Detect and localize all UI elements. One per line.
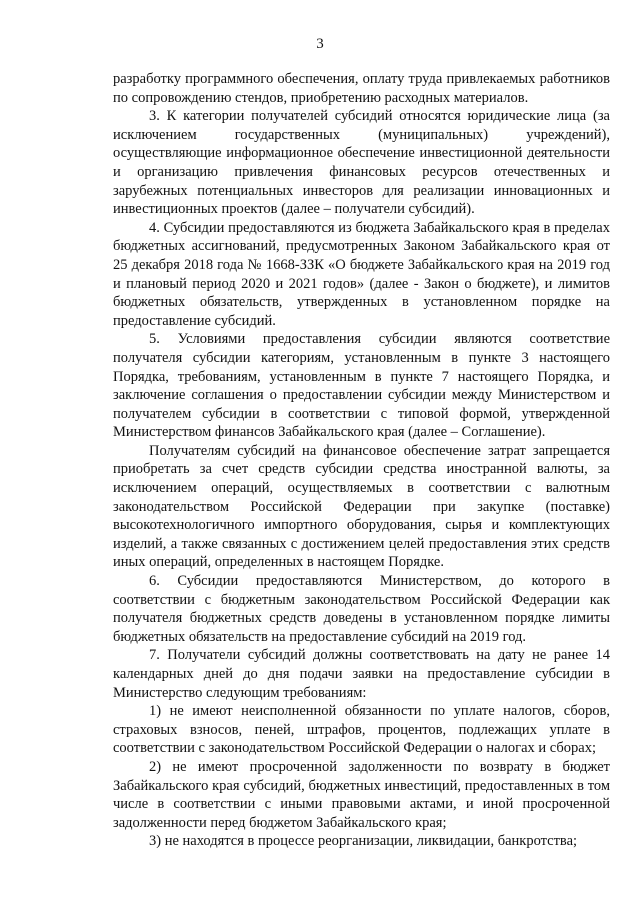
paragraph-continuation: разработку программного обеспечения, оплату труда привлекаемых работников по сопровождению стендов, приобретению расходных материалов. xyxy=(113,71,610,106)
document-body xyxy=(113,70,610,851)
list-item-requirement-2: 2) не имеют просроченной задолженности по возврату в бюджет Забайкальского края субсидий, бюджетных инвестиций, предоставленных в том числе в соответствии с иными правовыми актами, и иной просроченной задолженности перед бюджетом Забайкальского края; xyxy=(113,758,610,831)
page-number: 3 xyxy=(316,36,324,52)
list-item-requirement-3: 3) не находятся в процессе реорганизации, ликвидации, банкротства; xyxy=(149,833,578,850)
paragraph-clause-7: 7. Получатели субсидий должны соответствовать на дату не ранее 14 календарных дней до дня подачи заявки на предоставление субсидии в Министерство следующим требованиям: xyxy=(113,647,610,701)
paragraph-clause-6: 6. Субсидии предоставляются Министерством, до которого в соответствии с бюджетным законодательством Российской Федерации как получателя бюджетных средств доведены в установленном порядке лимиты бюджетных обязательств на предоставление субсидий на 2019 год. xyxy=(113,573,610,645)
paragraph-clause-3: 3. К категории получателей субсидий относятся юридические лица (за исключением государственных (муниципальных) учреждений), осуществляющие информационное обеспечение инвестиционной деятельности и организацию привлечения финансовых ресурсов отечественных и зарубежных потенциальных инвесторов для реализации инновационных и инвестиционных проектов (далее – получатели субсидий). xyxy=(113,108,610,218)
paragraph-currency-restriction: Получателям субсидий на финансовое обеспечение затрат запрещается приобретать за счет средств субсидии средства иностранной валюты, за исключением операций, осуществляемых в соответствии с валютным законодательством Российской Федерации при закупке (поставке) высокотехнологичного импортного оборудования, сырья и комплектующих изделий, а также связанных с достижением целей предоставления этих средств иных операций, определенных в настоящем Порядке. xyxy=(113,442,610,571)
paragraph-clause-4: 4. Субсидии предоставляются из бюджета Забайкальского края в пределах бюджетных ассигнований, предусмотренных Законом Забайкальского края от 25 декабря 2018 года № 1668-ЗЗК «О бюджете Забайкальского края на 2019 год и плановый период 2020 и 2021 годов» (далее - Закон о бюджете), и лимитов бюджетных обязательств, утвержденных в установленном порядке на предоставление субсидий. xyxy=(113,219,610,329)
paragraph-clause-5: 5. Условиями предоставления субсидии являются соответствие получателя субсидии категориям, установленным в пункте 3 настоящего Порядка, требованиям, установленным в пункте 7 настоящего Порядка, и заключение соглашения о предоставлении субсидии между Министерством и получателем субсидии в соответствии с типовой формой, утвержденной Министерством финансов Забайкальского края (далее – Соглашение). xyxy=(113,331,610,441)
list-item-requirement-1: 1) не имеют неисполненной обязанности по уплате налогов, сборов, страховых взносов, пеней, штрафов, процентов, подлежащих уплате в соответствии с законодательством Российской Федерации о налогах и сборах; xyxy=(113,703,610,757)
